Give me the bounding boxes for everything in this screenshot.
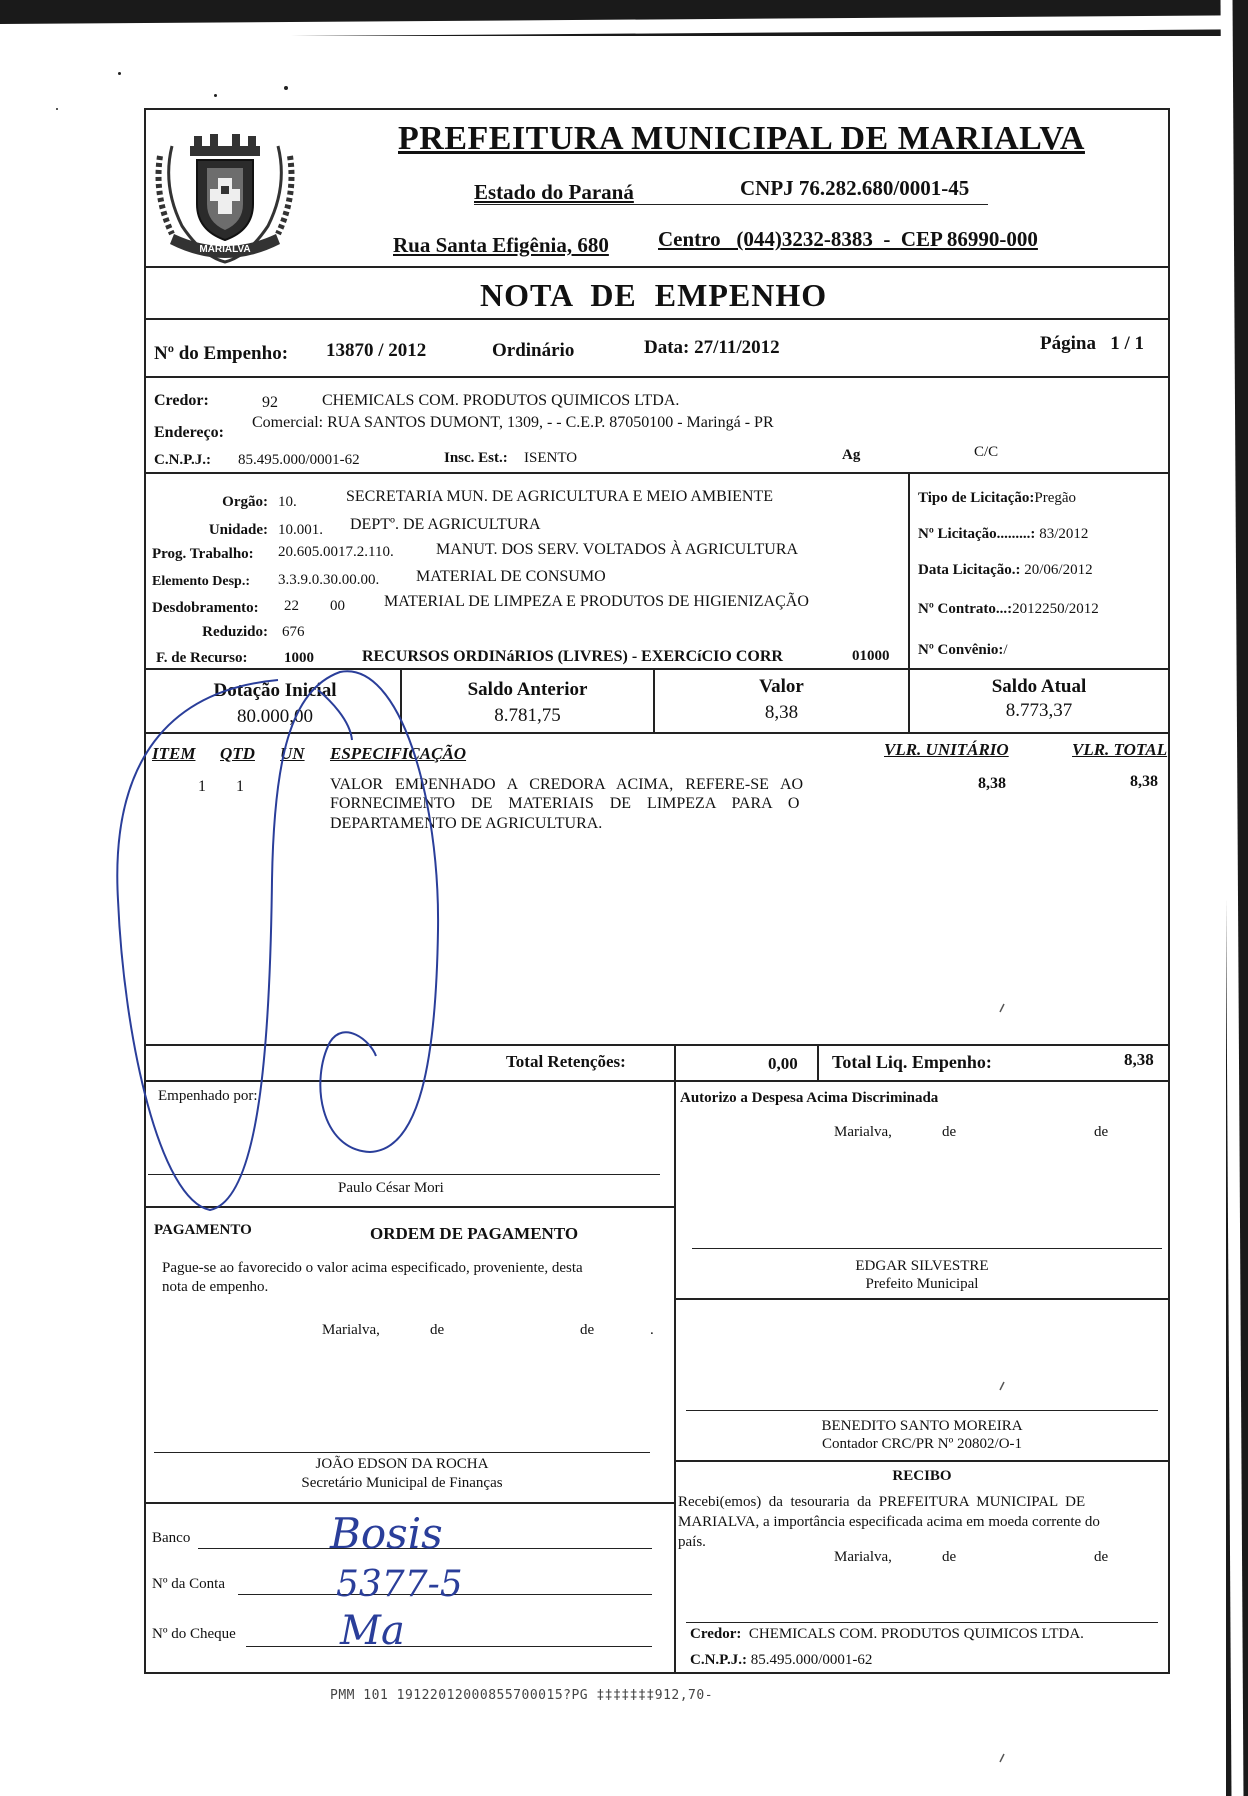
numero-licitacao: Nº Licitação.........: 83/2012 (918, 526, 1089, 542)
municipal-contact: Centro (044)3232-8383 - CEP 86990-000 (658, 227, 1038, 251)
desdobramento-code: 22 (284, 598, 299, 614)
prog-trabalho-desc: MANUT. DOS SERV. VOLTADOS À AGRICULTURA (436, 541, 799, 558)
item-spec-line: VALOR EMPENHADO A CREDORA ACIMA, REFERE-SE AO (330, 776, 804, 793)
elemento-code: 3.3.9.0.30.00.00. (278, 572, 380, 588)
col-item-header: ITEM (152, 744, 196, 763)
item-total-value: 8,38 (1130, 773, 1158, 790)
recibo-de: de (1094, 1549, 1109, 1565)
divider (908, 472, 910, 670)
empenho-number-label: Nº do Empenho: (154, 343, 289, 364)
divider (144, 732, 1170, 734)
numero-contrato: Nº Contrato...:2012250/2012 (918, 601, 1099, 617)
scan-speck (214, 94, 217, 97)
fonte-recurso-number: 01000 (852, 648, 890, 664)
recibo-city: Marialva, (834, 1549, 892, 1565)
tipo-licitacao: Tipo de Licitação:Pregão (918, 490, 1077, 506)
recibo-text: Recebi(emos) da tesouraria da PREFEITURA MUNICIPAL DE (678, 1494, 1086, 1510)
cheque-field-line (246, 1646, 652, 1647)
prog-trabalho-label: Prog. Trabalho: (152, 546, 254, 562)
divider (144, 266, 1170, 268)
divider (674, 1460, 1170, 1462)
pagamento-text: nota de empenho. (162, 1279, 269, 1295)
divider (817, 1044, 819, 1080)
header-underline (474, 204, 988, 205)
signature-line (154, 1452, 650, 1453)
signature-line (686, 1622, 1158, 1623)
empenhado-label: Empenhado por: (158, 1088, 258, 1104)
page-title: PREFEITURA MUNICIPAL DE MARIALVA (398, 120, 1085, 157)
unidade-code: 10.001. (278, 522, 323, 538)
municipal-cnpj: CNPJ 76.282.680/0001-45 (740, 176, 970, 200)
signature-line (148, 1174, 660, 1175)
document-title: NOTA DE EMPENHO (480, 277, 828, 313)
conta-label: Nº da Conta (152, 1576, 225, 1592)
desdobramento-desc: MATERIAL DE LIMPEZA E PRODUTOS DE HIGIENIZAÇÃO (384, 593, 809, 610)
pagamento-dot: . (650, 1322, 654, 1338)
accountant-role: Contador CRC/PR Nº 20802/O-1 (821, 1436, 1023, 1452)
empenho-date: Data: 27/11/2012 (644, 337, 780, 358)
divider (144, 318, 1170, 320)
col-spec-header: ESPECIFICAÇÃO (330, 744, 467, 763)
recibo-text: país. (678, 1534, 706, 1550)
banco-field-line (198, 1548, 652, 1549)
saldo-atual-label: Saldo Atual (991, 676, 1087, 697)
credor-label: Credor: (154, 392, 209, 409)
divider (144, 472, 1170, 474)
agency-label: Ag (842, 447, 861, 463)
fonte-recurso-code: 1000 (284, 650, 314, 666)
cheque-label: Nº do Cheque (152, 1626, 236, 1642)
scan-border-right (1226, 0, 1248, 1796)
address-label: Endereço: (154, 424, 224, 441)
autorizo-city: Marialva, (834, 1124, 892, 1140)
saldo-anterior-value: 8.781,75 (494, 705, 561, 726)
unidade-label: Unidade: (208, 522, 268, 538)
saldo-anterior-label: Saldo Anterior (467, 679, 588, 700)
pagamento-de: de (430, 1322, 445, 1338)
col-un-header: UN (280, 744, 305, 763)
cheque-handwriting: Ma (340, 1608, 405, 1654)
empenho-number: 13870 / 2012 (326, 340, 427, 361)
valor-label: Valor (759, 676, 804, 697)
ordem-pagamento-label: ORDEM DE PAGAMENTO (370, 1224, 579, 1243)
divider (144, 376, 1170, 378)
divider (144, 1206, 674, 1208)
reduzido-label: Reduzido: (202, 624, 268, 640)
signature-line (692, 1248, 1162, 1249)
signature-line (686, 1410, 1158, 1411)
recibo-credor: Credor: CHEMICALS COM. PRODUTOS QUIMICOS LTDA. (690, 1626, 1084, 1642)
item-spec-line: FORNECIMENTO DE MATERIAIS DE LIMPEZA PARA O (330, 795, 800, 812)
dotacao-value: 80.000,00 (237, 706, 313, 727)
autorizo-de: de (942, 1124, 957, 1140)
mayor-role: Prefeito Municipal (865, 1276, 979, 1292)
insc-label: Insc. Est.: (444, 450, 508, 466)
divider (144, 1044, 1170, 1046)
credor-cnpj: 85.495.000/0001-62 (238, 452, 360, 468)
autorizo-label: Autorizo a Despesa Acima Discriminada (680, 1090, 939, 1106)
col-total-header: VLR. TOTAL (1072, 740, 1168, 759)
scan-border-top (0, 0, 1248, 36)
empenhado-name: Paulo César Mori (338, 1180, 444, 1196)
fonte-recurso-label: F. de Recurso: (156, 650, 248, 666)
account-label: C/C (974, 444, 999, 460)
finance-secretary-role: Secretário Municipal de Finanças (301, 1475, 503, 1491)
scan-speck (284, 86, 288, 90)
orgao-desc: SECRETARIA MUN. DE AGRICULTURA E MEIO AMBIENTE (346, 488, 774, 505)
municipal-crest-icon (152, 126, 298, 272)
col-qtd-header: QTD (220, 744, 255, 763)
page-number: Página 1 / 1 (1040, 333, 1144, 354)
divider (674, 1080, 676, 1674)
retencoes-label: Total Retenções: (506, 1052, 626, 1071)
divider (674, 1298, 1170, 1300)
divider (144, 1080, 1170, 1082)
scan-speck (118, 72, 121, 75)
credor-address: Comercial: RUA SANTOS DUMONT, 1309, - - C.E.P. 87050100 - Maringá - PR (252, 414, 774, 431)
pagamento-label: PAGAMENTO (154, 1222, 252, 1238)
pen-tick (1000, 1754, 1004, 1762)
scan-speck (56, 108, 58, 110)
recibo-label: RECIBO (892, 1468, 952, 1484)
state-name: Estado do Paraná (474, 180, 634, 204)
data-licitacao: Data Licitação.: 20/06/2012 (918, 562, 1093, 578)
retencoes-value: 0,00 (768, 1054, 798, 1073)
valor-value: 8,38 (764, 702, 799, 723)
liquido-value: 8,38 (1124, 1050, 1154, 1069)
dotacao-label: Dotação Inicial (213, 680, 337, 701)
item-qty: 1 (236, 778, 244, 795)
fonte-recurso-desc: RECURSOS ORDINáRIOS (LIVRES) - EXERCíCIO CORR (362, 648, 783, 665)
pagamento-de: de (580, 1322, 595, 1338)
insc-value: ISENTO (524, 450, 578, 466)
desdobramento-label: Desdobramento: (152, 600, 259, 616)
desdobramento-sub: 00 (330, 598, 345, 614)
municipal-address: Rua Santa Efigênia, 680 (393, 233, 609, 257)
conta-handwriting: 5377-5 (336, 1564, 463, 1605)
recibo-de: de (942, 1549, 957, 1565)
unidade-desc: DEPTº. DE AGRICULTURA (350, 516, 541, 533)
orgao-label: Orgão: (222, 494, 268, 510)
recibo-text: MARIALVA, a importância especificada acima em moeda corrente do (678, 1514, 1100, 1530)
divider (674, 1044, 676, 1080)
liquido-label: Total Liq. Empenho: (832, 1052, 992, 1072)
col-unit-header: VLR. UNITÁRIO (884, 740, 1009, 759)
item-spec-line: DEPARTAMENTO DE AGRICULTURA. (330, 815, 603, 832)
elemento-desc: MATERIAL DE CONSUMO (416, 568, 606, 585)
pagamento-text: Pague-se ao favorecido o valor acima especificado, proveniente, desta (162, 1260, 583, 1276)
item-number: 1 (198, 778, 206, 795)
elemento-label: Elemento Desp.: (152, 574, 250, 589)
divider (144, 668, 1170, 670)
empenho-type: Ordinário (492, 340, 575, 361)
divider (144, 1502, 674, 1504)
accountant-name: BENEDITO SANTO MOREIRA (821, 1418, 1023, 1434)
autorizo-de: de (1094, 1124, 1109, 1140)
numero-convenio: Nº Convênio:/ (918, 642, 1008, 658)
saldo-atual-value: 8.773,37 (1005, 700, 1073, 721)
banco-handwriting: Bosis (330, 1509, 443, 1558)
finance-secretary-name: JOÃO EDSON DA ROCHA (315, 1456, 489, 1472)
credor-code: 92 (262, 394, 278, 411)
reduzido-value: 676 (282, 624, 305, 640)
pagamento-city: Marialva, (322, 1322, 380, 1338)
cnpj-label: C.N.P.J.: (154, 452, 211, 468)
crest-banner-text: MARIALVA (199, 244, 251, 255)
orgao-code: 10. (278, 494, 297, 510)
recibo-cnpj: C.N.P.J.: 85.495.000/0001-62 (690, 1652, 873, 1668)
prog-trabalho-code: 20.605.0017.2.110. (278, 544, 394, 560)
credor-name: CHEMICALS COM. PRODUTOS QUIMICOS LTDA. (322, 392, 680, 409)
item-unit-value: 8,38 (978, 775, 1006, 792)
footer-code: PMM 101 19122012000855700015?PG ‡‡‡‡‡‡‡912,70- (330, 1688, 714, 1703)
banco-label: Banco (152, 1530, 191, 1546)
conta-field-line (238, 1594, 652, 1595)
mayor-name: EDGAR SILVESTRE (855, 1258, 989, 1274)
